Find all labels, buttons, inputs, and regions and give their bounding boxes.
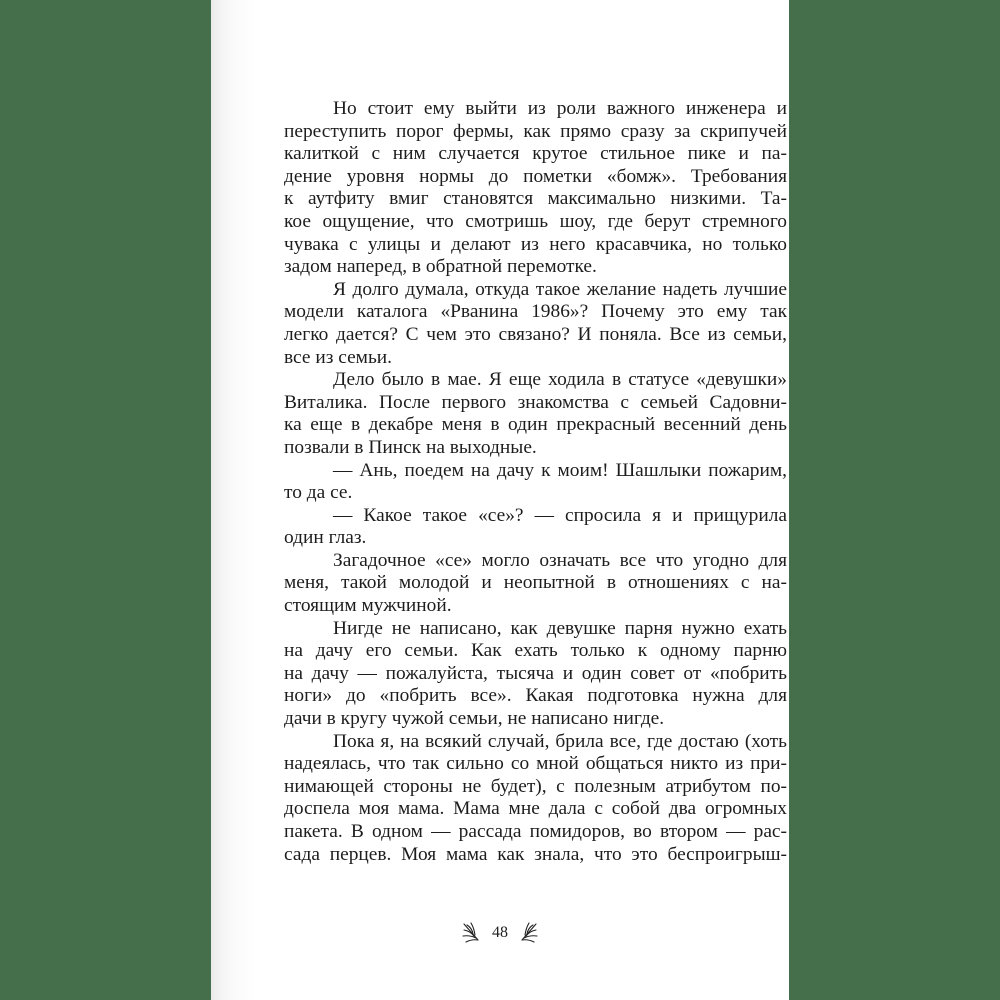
text-line: легко дается? С чем это связано? И поняла. Все из семьи, (284, 323, 787, 345)
paragraph (284, 731, 787, 867)
text-line: модели каталога «Рванина 1986»? Почему это ему так (284, 301, 787, 323)
text-line: надеялась, что так сильно со мной общаться никто из при- (284, 753, 787, 775)
text-line: один глаз. (284, 527, 367, 549)
text-line: Виталика. После первого знакомства с семьей Садовни- (284, 391, 787, 413)
text-line: калиткой с ним случается крутое стильное пике и па- (284, 143, 787, 165)
text-line: стоящим мужчиной. (284, 595, 452, 617)
paragraph (284, 279, 787, 369)
text-line: пакета. В одном — рассада помидоров, во втором — рас- (284, 821, 787, 842)
paragraph (284, 98, 787, 279)
book-page (211, 0, 789, 1000)
text-line: Дело было в мае. Я еще ходила в статусе «девушки» (333, 369, 787, 391)
text-line: Но стоит ему выйти из роли важного инженера и (333, 98, 787, 119)
text-line: Загадочное «се» могло означать все что угодно для (333, 549, 787, 571)
text-line: кое ощущение, что смотришь шоу, где берут стремного (284, 210, 787, 232)
text-line: Я долго думала, откуда такое желание надеть лучшие (333, 278, 787, 300)
text-line: дение уровня нормы до пометки «бомж». Требования (284, 165, 787, 187)
text-line: переступить порог фермы, как прямо сразу за скрипучей (284, 120, 787, 142)
text-line: сада перцев. Моя мама как знала, что это беспроигрыш- (284, 843, 787, 865)
text-line: на дачу его семьи. Как ехать только к одному парню (284, 640, 787, 662)
text-line: на дачу — пожалуйста, тысяча и один совет от «побрить (284, 662, 787, 684)
text-line: ка еще в декабре меня в один прекрасный весенний день (284, 414, 787, 436)
text-line: все из семьи. (284, 346, 393, 368)
text-line: нимающей стороны не будет), с полезным атрибутом по- (284, 775, 787, 797)
text-line: задом наперед, в обратной перемотке. (284, 256, 597, 278)
paragraph (284, 618, 787, 731)
page-footer (211, 922, 789, 944)
page-number: 48 (492, 924, 508, 941)
text-line: ноги» до «побрить все». Какая подготовка нужна для (284, 685, 787, 707)
text-line: чувака с улицы и делают из него красавчика, но только (284, 233, 787, 255)
text-line: доспела моя мама. Мама мне дала с собой два огромных (284, 798, 787, 820)
text-line: позвали в Пинск на выходные. (284, 436, 537, 458)
leaf-ornament-icon (518, 922, 538, 944)
paragraph (284, 369, 787, 459)
text-line: — Какое такое «се»? — спросила я и прищурила (333, 504, 787, 526)
text-line: к аутфиту вмиг становятся максимально низкими. Та- (284, 188, 787, 210)
text-line: то да се. (284, 482, 353, 504)
text-line: — Ань, поедем на дачу к моим! Шашлыки пожарим, (333, 459, 787, 481)
text-line: дачи в кругу чужой семьи, не написано нигде. (284, 708, 665, 730)
paragraph (284, 460, 787, 505)
text-line: Пока я, на всякий случай, брила все, где достаю (хоть (333, 730, 787, 752)
text-line: Нигде не написано, как девушке парня нужно ехать (333, 617, 787, 639)
text-line: меня, такой молодой и неопытной в отношениях с на- (284, 572, 787, 594)
paragraph (284, 505, 787, 550)
text-block (284, 98, 787, 866)
paragraph (284, 550, 787, 618)
leaf-ornament-icon (462, 922, 482, 944)
